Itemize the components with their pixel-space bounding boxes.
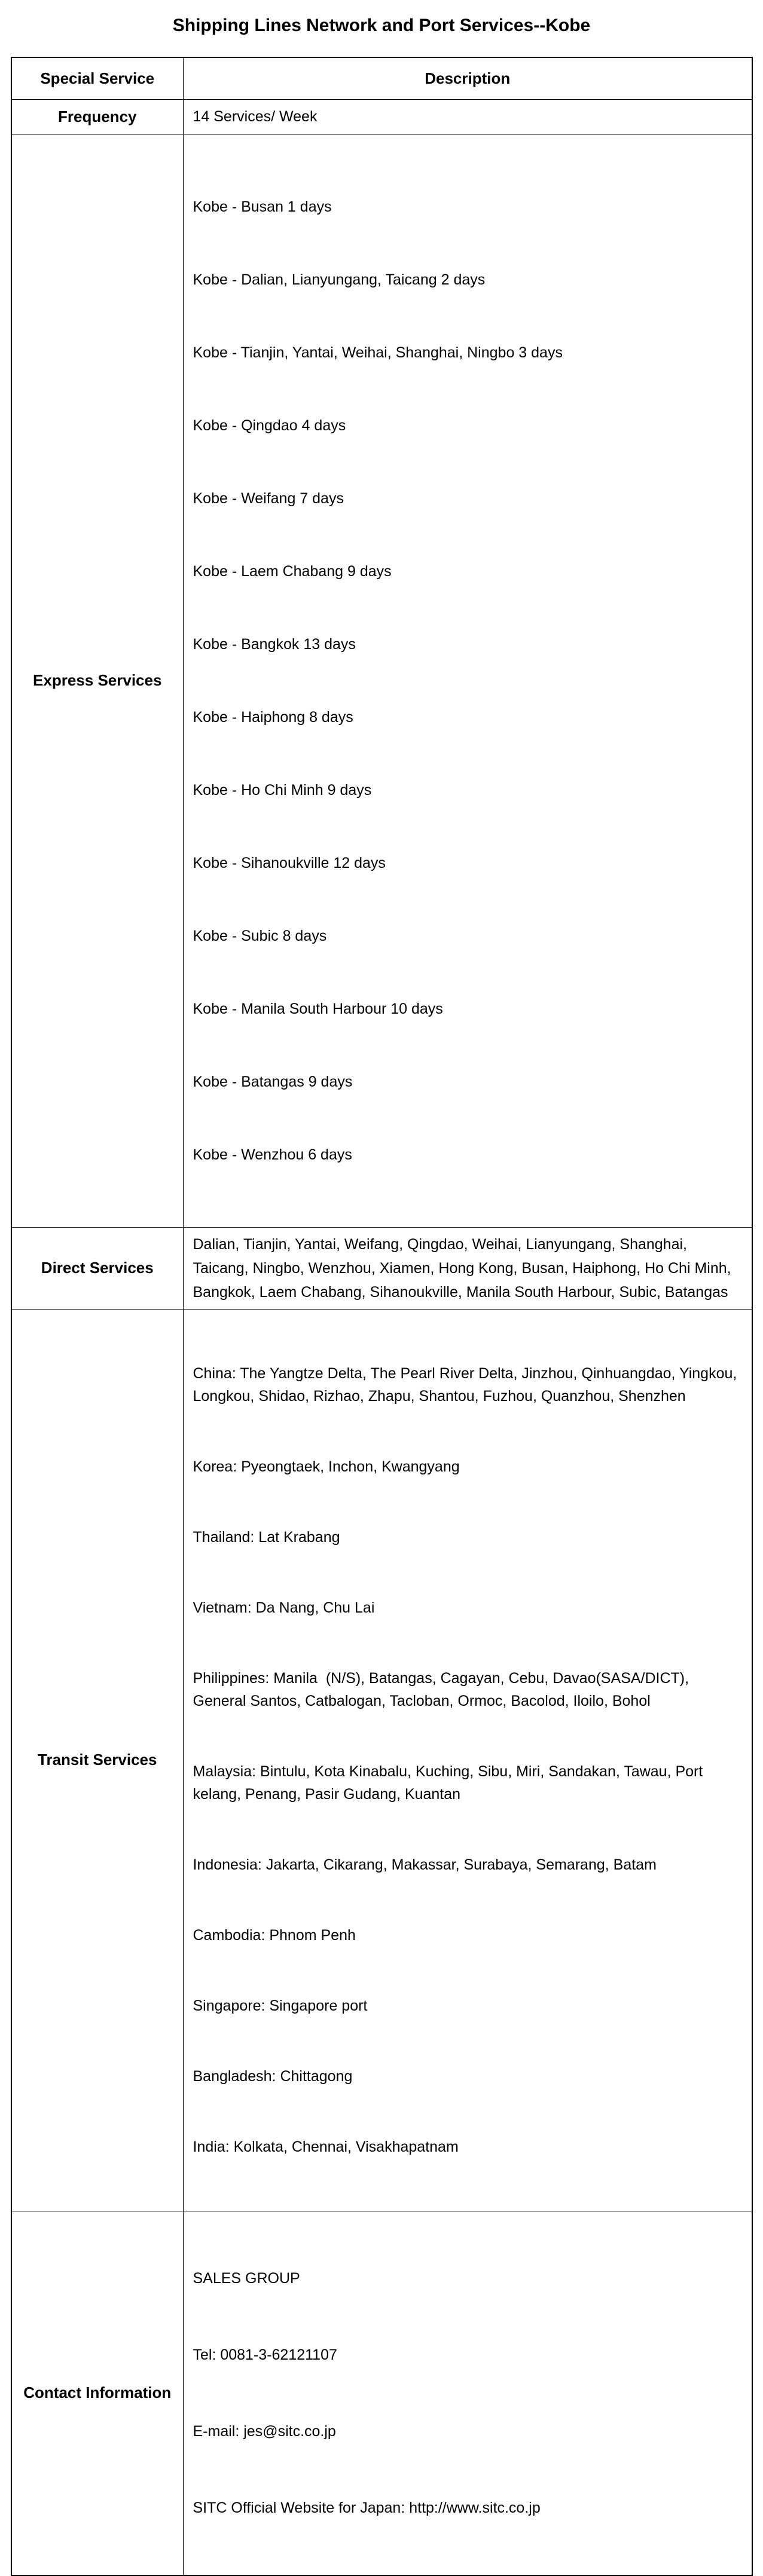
transit-line-singapore: Singapore: Singapore port [193, 1997, 368, 2014]
transit-line-malaysia: Malaysia: Bintulu, Kota Kinabalu, Kuching, Sibu, Miri, Sandakan, Tawau, Port kelang, Penang, Pasir Gudang, Kuantan [193, 1763, 707, 1803]
transit-line-korea: Korea: Pyeongtaek, Inchon, Kwangyang [193, 1458, 460, 1475]
express-service-line: Kobe - Weifang 7 days [193, 489, 344, 507]
transit-line-vietnam: Vietnam: Da Nang, Chu Lai [193, 1599, 375, 1616]
transit-line-india: India: Kolkata, Chennai, Visakhapatnam [193, 2138, 459, 2155]
transit-line-china: China: The Yangtze Delta, The Pearl River Delta, Jinzhou, Qinhuangdao, Yingkou, Longkou, Shidao, Rizhao, Zhapu, Shantou, Fuzhou, Quanzhou, Shenzhen [193, 1365, 741, 1405]
express-service-line: Kobe - Qingdao 4 days [193, 417, 346, 434]
row-label-contact-information: Contact Information [11, 2211, 183, 2575]
column-header-special-service: Special Service [11, 57, 183, 99]
contact-telephone: Tel: 0081-3-62121107 [193, 2346, 337, 2363]
table-row-direct-services [11, 1227, 752, 1309]
express-service-line: Kobe - Dalian, Lianyungang, Taicang 2 days [193, 271, 486, 288]
services-table [11, 57, 753, 2576]
direct-services-ports: Dalian, Tianjin, Yantai, Weifang, Qingdao, Weihai, Lianyungang, Shanghai, Taicang, Ningbo, Wenzhou, Xiamen, Hong Kong, Busan, Haiphong, Ho Chi Minh, Bangkok, Laem Chabang, Sihanoukville, Manila South Harbour, Subic, Batangas [183, 1227, 752, 1309]
contact-sales-group: SALES GROUP [193, 2269, 300, 2287]
express-service-line: Kobe - Busan 1 days [193, 198, 332, 215]
express-service-line: Kobe - Manila South Harbour 10 days [193, 1000, 443, 1017]
table-row-express-services [11, 134, 752, 1227]
row-label-frequency: Frequency [11, 99, 183, 134]
row-label-transit-services: Transit Services [11, 1309, 183, 2211]
transit-line-indonesia: Indonesia: Jakarta, Cikarang, Makassar, Surabaya, Semarang, Batam [193, 1856, 657, 1873]
transit-line-thailand: Thailand: Lat Krabang [193, 1528, 340, 1546]
express-service-line: Kobe - Laem Chabang 9 days [193, 562, 392, 580]
express-service-line: Kobe - Tianjin, Yantai, Weihai, Shanghai, Ningbo 3 days [193, 344, 563, 361]
transit-line-bangladesh: Bangladesh: Chittagong [193, 2067, 353, 2085]
contact-website: SITC Official Website for Japan: http://www.sitc.co.jp [193, 2499, 541, 2516]
table-row-frequency [11, 99, 752, 134]
express-service-line: Kobe - Haiphong 8 days [193, 708, 353, 726]
transit-line-philippines: Philippines: Manila (N/S), Batangas, Cagayan, Cebu, Davao(SASA/DICT), General Santos, Catbalogan, Tacloban, Ormoc, Bacolod, Iloilo, Bohol [193, 1669, 693, 1709]
express-service-line: Kobe - Wenzhou 6 days [193, 1146, 352, 1163]
express-service-line: Kobe - Bangkok 13 days [193, 635, 356, 653]
transit-services-list [183, 1309, 752, 2211]
express-service-line: Kobe - Subic 8 days [193, 927, 327, 944]
column-header-description: Description [183, 57, 752, 99]
table-row-contact-information [11, 2211, 752, 2575]
header-row [11, 57, 752, 99]
contact-information-list [183, 2211, 752, 2575]
table-row-transit-services [11, 1309, 752, 2211]
row-label-express-services: Express Services [11, 134, 183, 1227]
transit-line-cambodia: Cambodia: Phnom Penh [193, 1926, 356, 1944]
contact-email: E-mail: jes@sitc.co.jp [193, 2422, 336, 2440]
frequency-value: 14 Services/ Week [183, 99, 752, 134]
page-title: Shipping Lines Network and Port Services--Kobe [172, 16, 591, 35]
express-service-line: Kobe - Batangas 9 days [193, 1073, 353, 1090]
row-label-direct-services: Direct Services [11, 1227, 183, 1309]
express-service-line: Kobe - Ho Chi Minh 9 days [193, 781, 372, 799]
express-services-list [183, 134, 752, 1227]
express-service-line: Kobe - Sihanoukville 12 days [193, 854, 386, 871]
